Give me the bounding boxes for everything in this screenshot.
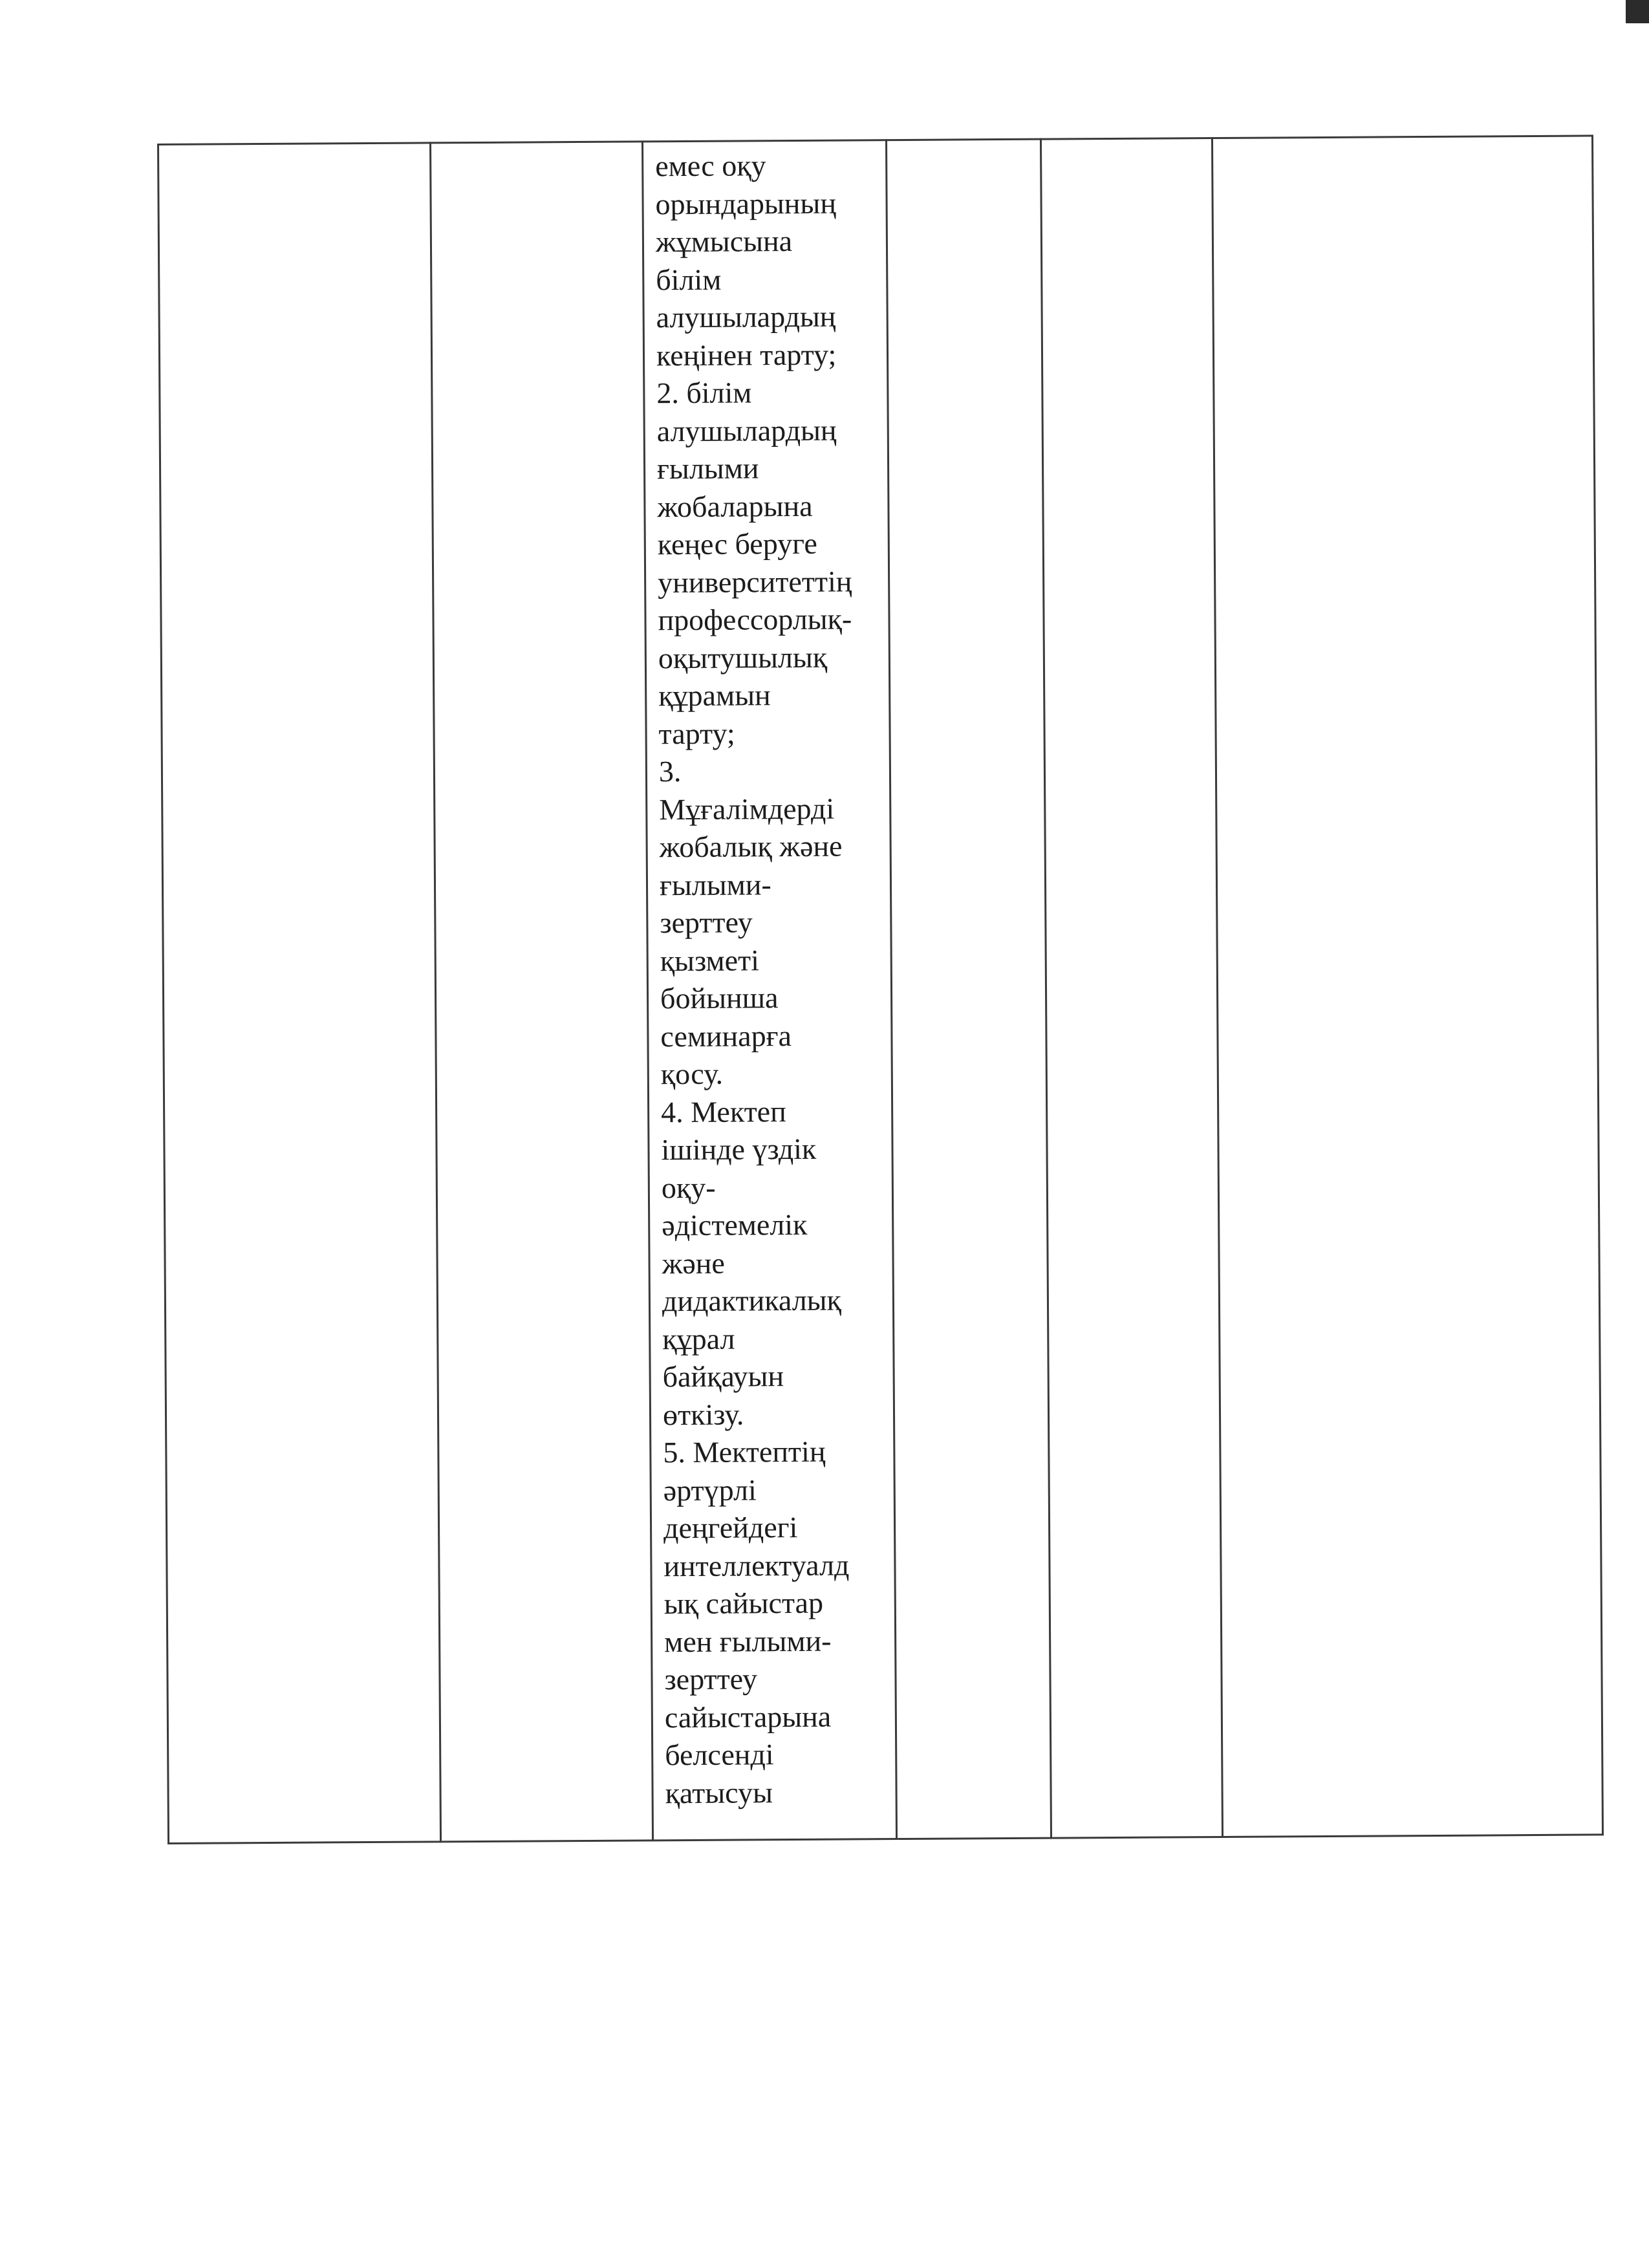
text-line: алушылардың: [656, 299, 836, 334]
text-line: құрал: [662, 1322, 735, 1355]
text-line: жобаларына: [657, 489, 813, 523]
text-line: белсенді: [665, 1738, 774, 1772]
table-row: [158, 136, 1603, 1844]
text-line: 5. Мектептің: [663, 1434, 826, 1469]
text-line: әртүрлі: [663, 1473, 757, 1507]
text-line: кеңес беруге: [657, 526, 817, 561]
text-line: қызметі: [660, 943, 760, 977]
text-line: құрамын: [658, 678, 771, 713]
text-line: емес оқу: [655, 149, 766, 183]
scan-edge-mark: [1626, 0, 1649, 23]
text-line: ық сайыстар: [663, 1586, 824, 1621]
table-cell-col-2: [431, 142, 653, 1842]
table-cell-col-6: [1212, 136, 1602, 1837]
text-line: мен ғылыми-: [664, 1624, 832, 1658]
text-line: профессорлық-: [658, 602, 852, 637]
text-line: алушылардың: [656, 413, 837, 448]
text-line: орындарының: [655, 186, 837, 221]
text-line: жобалық және: [659, 829, 843, 864]
table-cell-col-4: [886, 139, 1051, 1839]
text-line: кеңінен тарту;: [656, 338, 837, 372]
text-line: 4. Мектеп: [661, 1094, 786, 1129]
text-line: зерттеу: [664, 1662, 758, 1696]
text-line: білім: [656, 263, 722, 296]
activity-description-text: [643, 141, 896, 1812]
text-line: ғылыми: [656, 451, 759, 486]
text-line: бойынша: [660, 981, 779, 1015]
text-line: және: [662, 1246, 725, 1280]
text-line: университеттің: [658, 564, 852, 599]
text-line: семинарға: [660, 1019, 792, 1053]
text-line: әдістемелік: [662, 1207, 808, 1242]
text-line: 2. білім: [656, 376, 752, 410]
text-line: сайыстарына: [664, 1700, 832, 1734]
text-line: ғылыми-: [659, 867, 771, 902]
text-line: деңгейдегі: [663, 1510, 798, 1545]
document-table: [157, 135, 1604, 1844]
text-line: оқытушылық: [658, 640, 828, 675]
table-cell-col-3: [642, 140, 896, 1841]
text-line: интеллектуалд: [663, 1548, 850, 1582]
text-line: оқу-: [661, 1171, 716, 1204]
text-line: 3.: [658, 755, 682, 788]
text-line: Мұғалімдерді: [659, 792, 835, 826]
text-line: қатысуы: [665, 1775, 773, 1809]
text-line: қосу.: [660, 1057, 724, 1091]
table-cell-col-1: [158, 143, 441, 1844]
text-line: ішінде үздік: [661, 1132, 817, 1167]
table-cell-col-5: [1040, 138, 1222, 1839]
text-line: тарту;: [658, 717, 735, 750]
text-line: дидактикалық: [662, 1283, 842, 1318]
text-line: зерттеу: [660, 905, 753, 940]
text-line: жұмысына: [655, 224, 793, 259]
text-line: өткізу.: [662, 1397, 744, 1431]
text-line: байқауын: [662, 1359, 784, 1394]
